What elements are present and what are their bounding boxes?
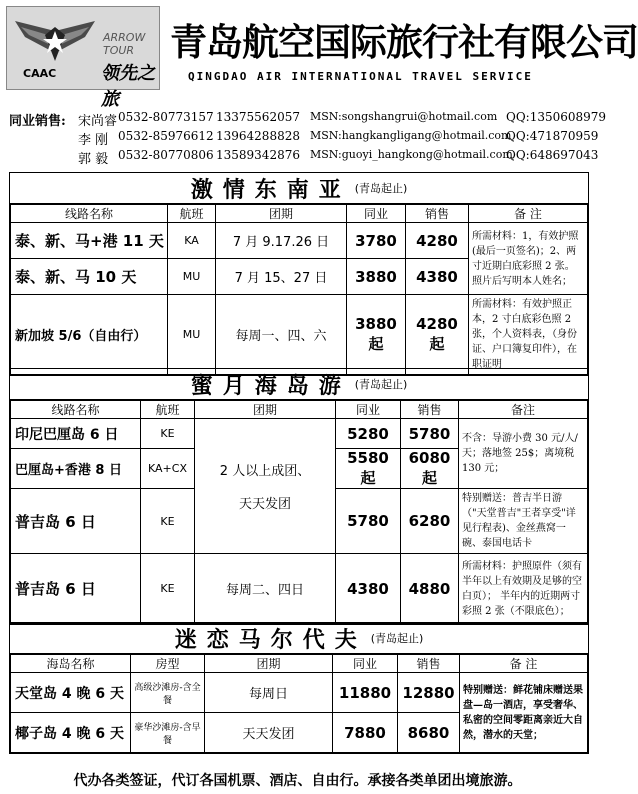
sale-price: 6080 起 — [401, 449, 459, 489]
route-name: 泰、新、马+港 11 天 — [11, 223, 168, 259]
section-maldives — [9, 622, 589, 754]
trade-price: 5580 起 — [336, 449, 401, 489]
contact-label: 同业销售: — [9, 114, 66, 129]
route-name: 巴厘岛+香港 8 日 — [11, 449, 141, 489]
logo-lead-text: 领先之旅 — [101, 63, 155, 110]
section-origin: (青岛起止) — [354, 182, 408, 195]
sale-price: 8680 — [398, 713, 460, 753]
tour-note: 所需材料：1，有效护照(最后一页签名)；2、两寸近期白底彩照 2 张。照片后写明本人姓名； — [469, 223, 588, 295]
tour-period — [195, 419, 336, 554]
contact-list — [78, 110, 607, 167]
tour-period: 天天发团 — [205, 713, 333, 753]
table-row[interactable] — [11, 419, 588, 449]
table-header-row — [11, 401, 588, 419]
contact-name: 宋尚睿 — [78, 114, 118, 129]
trade-price: 4380 — [336, 554, 401, 624]
trade-price: 5780 — [336, 489, 401, 554]
contact-qq: QQ:471870959 — [506, 129, 599, 143]
table-header-row — [11, 205, 588, 223]
period-line: 天天发团 — [238, 497, 291, 512]
footer-services: 代办各类签证，代订各国机票、酒店、自由行。承接各类单团出境旅游。 — [73, 773, 522, 789]
tour-period: 每周日 — [205, 673, 333, 713]
tour-table — [10, 400, 588, 624]
sale-price: 4280 起 — [406, 295, 469, 375]
sale-price: 4880 — [401, 554, 459, 624]
route-name: 普吉岛 6 日 — [11, 489, 141, 554]
col-trade: 同业 — [347, 205, 406, 223]
trade-price: 3880 — [347, 259, 406, 295]
flight-code: KA+CX — [141, 449, 195, 489]
contact-qq: QQ:1350608979 — [506, 110, 607, 124]
col-period: 团期 — [216, 205, 347, 223]
trade-price: 11880 — [333, 673, 398, 713]
flight-code: MU — [168, 295, 216, 375]
col-trade: 同业 — [336, 401, 401, 419]
tour-table — [10, 654, 588, 753]
contact-tel: 0532-85976612 — [118, 129, 214, 143]
logo-caac-text: CAAC — [23, 67, 57, 80]
route-name: 天堂岛 4 晚 6 天 — [11, 673, 131, 713]
contact-msn[interactable]: MSN:songshangrui@hotmail.com — [310, 110, 498, 123]
tour-period: 7 月 15、27 日 — [216, 259, 347, 295]
flight-code: KE — [141, 489, 195, 554]
tour-note: 特别赠送：普吉半日游（"天堂普吉"王者享受"详见行程表)、金丝燕窝一碗、泰国电话卡 — [459, 489, 588, 554]
room-type: 高级沙滩房-含全餐 — [131, 673, 205, 713]
col-sale: 销售 — [398, 655, 460, 673]
company-logo — [6, 6, 160, 110]
contact-row — [78, 110, 607, 129]
contact-mobile: 13375562057 — [216, 110, 300, 124]
contact-row — [78, 148, 599, 167]
col-sale: 销售 — [406, 205, 469, 223]
col-sale: 销售 — [401, 401, 459, 419]
section-title: 蜜月海岛游 — [190, 373, 351, 399]
sale-price: 6280 — [401, 489, 459, 554]
col-note: 备 注 — [460, 655, 588, 673]
tour-note: 特别赠送：鲜花铺床赠送果盘—岛一酒店，享受奢华、私密的空间零距离亲近大自然，潜水的天堂； — [460, 673, 588, 753]
route-name: 新加坡 5/6（自由行） — [11, 295, 168, 375]
contact-qq: QQ:648697043 — [506, 148, 599, 162]
section-header — [10, 173, 588, 204]
col-note: 备 注 — [469, 205, 588, 223]
route-name: 印尼巴厘岛 6 日 — [11, 419, 141, 449]
trade-price: 5280 — [336, 419, 401, 449]
contact-name: 郭 毅 — [78, 152, 109, 167]
sale-price: 4280 — [406, 223, 469, 259]
col-flight: 航班 — [141, 401, 195, 419]
tour-note: 所需材料：有效护照正本，2 寸白底彩色照 2 张，个人资料表，（身份证、户口簿复印件），在职证明 — [469, 295, 588, 375]
tour-period: 每周一、四、六 — [216, 295, 347, 375]
contact-msn[interactable]: MSN:hangkangligang@hotmail.com — [310, 129, 512, 142]
tour-note: 不含：导游小费 30 元/人/天；落地签 25$；离境税 130 元； — [459, 419, 588, 489]
sale-price: 4380 — [406, 259, 469, 295]
table-row[interactable] — [11, 673, 588, 713]
section-origin: (青岛起止) — [370, 632, 424, 645]
logo-arrow-text: ARROW TOUR — [103, 31, 146, 57]
table-header-row — [11, 655, 588, 673]
tour-table — [10, 204, 588, 375]
col-route: 线路名称 — [11, 205, 168, 223]
col-note: 备注 — [459, 401, 588, 419]
table-row[interactable] — [11, 554, 588, 624]
col-route: 线路名称 — [11, 401, 141, 419]
section-header — [10, 369, 588, 400]
trade-price: 7880 — [333, 713, 398, 753]
col-trade: 同业 — [333, 655, 398, 673]
sale-price: 5780 — [401, 419, 459, 449]
section-origin: (青岛起止) — [354, 378, 408, 391]
col-room: 房型 — [131, 655, 205, 673]
col-period: 团期 — [195, 401, 336, 419]
flight-code: KA — [168, 223, 216, 259]
route-name: 椰子岛 4 晚 6 天 — [11, 713, 131, 753]
contact-tel: 0532-80773157 — [118, 110, 214, 124]
flight-code: KE — [141, 419, 195, 449]
contact-name: 李 刚 — [78, 133, 109, 148]
section-header — [10, 623, 588, 654]
contact-tel: 0532-80770806 — [118, 148, 214, 162]
contact-msn[interactable]: MSN:guoyi_hangkong@hotmail.com — [310, 148, 513, 161]
col-route: 海岛名称 — [11, 655, 131, 673]
tour-period: 7 月 9.17.26 日 — [216, 223, 347, 259]
room-type: 豪华沙滩房-含早餐 — [131, 713, 205, 753]
section-honeymoon-islands — [9, 368, 589, 625]
company-title: 青岛航空国际旅行社有限公司 — [170, 21, 638, 64]
col-period: 团期 — [205, 655, 333, 673]
tour-period: 每周二、四日 — [195, 554, 336, 624]
flight-code: MU — [168, 259, 216, 295]
table-row[interactable] — [11, 295, 588, 375]
contact-row — [78, 129, 599, 148]
period-line: 2 人以上成团、 — [219, 464, 311, 479]
tour-note: 所需材料：护照原件（须有半年以上有效期及足够的空白页）； 半年内的近期两寸彩照 2 张（不限底色）； — [459, 554, 588, 624]
company-subtitle: QINGDAO AIR INTERNATIONAL TRAVEL SERVICE — [188, 70, 533, 83]
route-name: 普吉岛 6 日 — [11, 554, 141, 624]
contact-mobile: 13589342876 — [216, 148, 300, 162]
section-title: 迷恋马尔代夫 — [174, 627, 367, 653]
sale-price: 12880 — [398, 673, 460, 713]
section-southeast-asia — [9, 172, 589, 376]
contact-mobile: 13964288828 — [216, 129, 300, 143]
trade-price: 3780 — [347, 223, 406, 259]
table-row[interactable] — [11, 223, 588, 259]
flight-code: KE — [141, 554, 195, 624]
col-flight: 航班 — [168, 205, 216, 223]
trade-price: 3880 起 — [347, 295, 406, 375]
route-name: 泰、新、马 10 天 — [11, 259, 168, 295]
section-title: 激情东南亚 — [190, 177, 351, 203]
